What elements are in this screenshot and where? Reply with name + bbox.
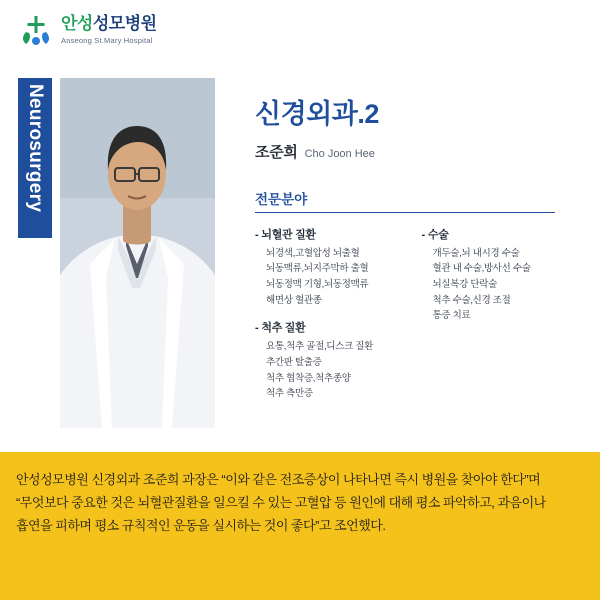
list-item: 추간판 탈출증: [266, 357, 322, 369]
page-title: 신경외과.2: [255, 99, 379, 129]
section-title: 전문분야: [255, 191, 308, 207]
specialty-group-title: [255, 319, 404, 335]
list-item: 뇌동정맥 기형,뇌동정맥류: [266, 279, 369, 291]
specialty-group-label: 척추 질환: [261, 322, 306, 335]
specialty-group: [255, 319, 404, 402]
list-item: 척추 수술,신경 조절: [432, 294, 511, 306]
doctor-name-en: Cho Joon Hee: [304, 147, 375, 160]
list-item: 척추 협착증,척추종양: [266, 372, 351, 384]
specialty-group: [255, 226, 404, 309]
logo-name-kr-prefix: 안성: [61, 14, 93, 34]
department-side-bar: [18, 78, 52, 238]
bullet-dash-icon: -: [421, 228, 425, 241]
specialty-column: [255, 226, 404, 413]
department-vertical-label: Neurosurgery: [25, 84, 46, 213]
doctor-info-panel: [255, 100, 570, 413]
list-item: 개두술,뇌 내시경 수술: [432, 247, 520, 259]
logo-name-kr-rest: 성모병원: [92, 14, 157, 34]
hospital-logo: [18, 12, 157, 48]
specialty-columns: [255, 226, 570, 413]
specialty-group-label: 수술: [427, 228, 449, 241]
doctor-portrait: [60, 78, 215, 428]
logo-text: [61, 15, 157, 45]
specialty-group-title: [255, 226, 404, 242]
specialty-section: [255, 188, 555, 213]
logo-name-en: Anseong St.Mary Hospital: [61, 35, 153, 45]
list-item: 뇌경색,고혈압성 뇌출혈: [266, 247, 360, 259]
list-item: 요통,척추 골절,디스크 질환: [266, 341, 374, 353]
section-divider: [255, 212, 555, 213]
list-item: 척추 측만증: [266, 388, 313, 400]
specialty-group-title: [422, 226, 571, 242]
specialty-group-label: 뇌혈관 질환: [261, 228, 316, 241]
bullet-dash-icon: -: [255, 228, 259, 241]
quote-text: 안성성모병원 신경외과 조준희 과장은 “이와 같은 전조증상이 나타나면 즉시 병원을 찾아야 한다”며 “무엇보다 중요한 것은 뇌혈관질환을 일으킬 수 있는 고혈압 등 원인에 대해 평소 파악하고, 과음이나 흡연을 피하며 평소 규칙적인 운동을 실시하는 것이 좋다”고 조언했다.: [16, 472, 546, 533]
logo-name-kr: [61, 15, 157, 34]
quote-block: [0, 452, 600, 600]
list-item: 뇌실복강 단락술: [432, 279, 497, 291]
bullet-dash-icon: -: [255, 322, 259, 335]
list-item: 해면상 혈관종: [266, 294, 322, 306]
cross-leaf-logo-icon: [18, 12, 54, 48]
specialty-group: [422, 226, 571, 324]
list-item: 혈관 내 수술,방사선 수술: [432, 263, 531, 275]
list-item: 뇌동맥류,뇌지주막하 출혈: [266, 263, 369, 275]
list-item: 통증 치료: [432, 310, 471, 322]
specialty-column: [422, 226, 571, 413]
doctor-name-kr: 조준희: [255, 143, 298, 161]
doctor-name-row: [255, 141, 570, 162]
